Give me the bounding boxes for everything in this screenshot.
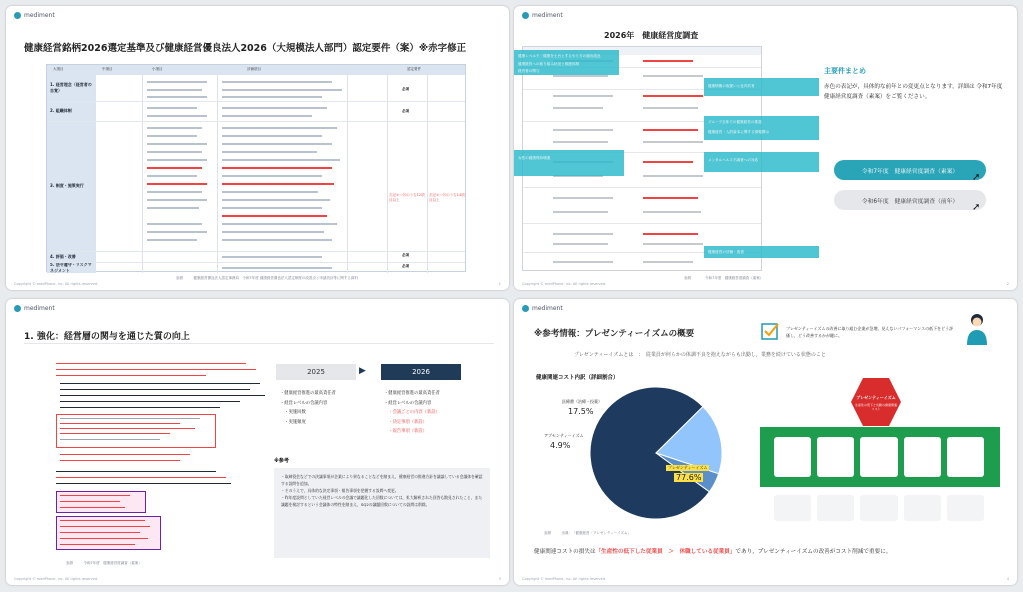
year-2025-label: 2025 (276, 364, 356, 380)
slide-thumbnail-2[interactable] (514, 6, 1017, 290)
requirement-note: 左記①～⑯のうち14項目以上 (429, 193, 465, 202)
group-cell: 4. 評価・改善 (47, 251, 95, 262)
brand-logo-mark (14, 12, 21, 19)
list-item: ・実施頻度 (280, 419, 306, 425)
group-cell: 2. 組織体制 (47, 101, 95, 121)
must-label: 必須 (402, 264, 409, 268)
conclusion-text (534, 547, 891, 555)
slice-label: アブセンティーイズム (544, 433, 584, 438)
page-number: 4 (1006, 577, 1009, 581)
slide-title: 健康経営銘柄2026選定基準及び健康経営優良法人2026（大規模法人部門）認定要件（案）※赤字修正 (24, 43, 467, 54)
pointer-icon: ➚ (972, 202, 981, 213)
must-label: 必須 (402, 87, 409, 91)
summary-heading: 主要件まとめ (824, 67, 866, 75)
reference-note (274, 457, 490, 557)
source-note: 参照 健康経営優良法人認定事務局 令和7年度 健康経営優良法人認定制度の改善点と申請設計等に関する資料 (176, 276, 358, 280)
slice-label: プレゼンティーイズム (668, 465, 708, 470)
copyright: Copyright © medPhone, inc. All rights reserved. (14, 577, 99, 581)
conclusion-suffix: であり，プレゼンティーイズムの改善がコスト削減で重要に。 (735, 549, 892, 555)
list-item: ・決定事項（新設） (384, 419, 427, 425)
band-label: 健康経営への取り組み状況と推進体制 (518, 62, 580, 66)
band-label: 経営者の関与 (518, 69, 540, 73)
slide-title: 1. 強化：経営層の関与を通じた質の向上 (24, 332, 190, 342)
band-label: 健康レベルで「健康を土台とするやり方の創出改良 (518, 54, 601, 58)
slide-title: ※参考情報：プレゼンティーイズムの概要 (534, 329, 695, 339)
brand-name: mediment (24, 12, 55, 19)
source-note: 参照 令和7年度 健康経営度調査（素案） (684, 276, 764, 280)
list-item: ・健康経営推進の最高責任者 (384, 391, 440, 396)
hexagon-label: プレゼンティーイズム (856, 395, 896, 400)
requirements-table (46, 64, 466, 272)
reference-item: ・昨年度設問としていた経営レベルの会議で議題化した回数については，拡大解釈された回答も散見されたこと，また議題を検討するという会議体の特性を踏まえ，SQ2の議題回数についての設問は削除。 (281, 495, 483, 507)
reference-box (274, 468, 490, 558)
page-number: 3 (498, 577, 501, 581)
group-cell: 1. 経営理念（経営者の自覚） (47, 75, 95, 101)
source-note: 参照 出典：「健康経営・プレゼンティーイズム」 (544, 531, 632, 535)
brand-name: mediment (532, 305, 563, 312)
table-header (47, 65, 465, 75)
band-label: 女性の健康保持増進 (518, 156, 551, 160)
band-label: 健康経営の評価・改善 (708, 250, 744, 254)
conclusion-prefix: 健康関連コストの損失は (534, 549, 596, 555)
band-label: 健康経営・人的資本に関する情報開示 (708, 130, 770, 134)
reference-item: ・そのうえで，具体的な決定事項・報告事項を把握する設問へ変更。 (281, 488, 399, 493)
page-number: 2 (1006, 282, 1009, 286)
list-2025 (280, 389, 336, 427)
presenteeism-definition: プレゼンティーイズムとは ： 従業員が何らかの体調不良を抱えながらも出勤し，業務を続けている状態のこと (574, 352, 826, 358)
table-header-cell: 評価項目 (247, 67, 261, 71)
summary-text: 赤色の表記が，具体的な前年との変更点となります。詳細は 令和7年度 健康経営度調査（素案）をご覧ください。 (824, 84, 1003, 100)
copyright: Copyright © medPhone, inc. All rights reserved. (522, 282, 607, 286)
brand-logo-mark (14, 305, 21, 312)
band-label: メンタルヘルス不調者への対応 (708, 158, 759, 162)
brand-logo-mark (522, 305, 529, 312)
hexagon-sublabel: 生産性の低下と出勤の健康関連コスト (854, 403, 897, 411)
brand-logo (14, 12, 55, 19)
table-header-cell: 小項目 (152, 67, 163, 71)
must-label: 必須 (402, 253, 409, 257)
list-item: ・報告事項（新設） (384, 429, 427, 434)
page-number: 1 (498, 282, 501, 286)
brand-logo-mark (522, 12, 529, 19)
pointer-icon: ➚ (972, 172, 981, 183)
arrow-right-icon: ▶ (359, 366, 366, 376)
chart-title: 健康関連コスト内訳（詳細割合） (536, 375, 619, 381)
source-note: 参照 令和7年度 健康経営度調査（素案） (66, 561, 142, 565)
presenteeism-hexagon (850, 377, 902, 427)
reference-heading: ※参考 (274, 458, 289, 464)
current-survey-button[interactable]: 令和7年度 健康経営度調査（素案） (834, 160, 986, 180)
brand-logo (522, 12, 563, 19)
copyright: Copyright © medPhone, inc. All rights reserved. (522, 577, 607, 581)
group-cell: 5. 法令遵守・リスクマネジメント (47, 262, 95, 273)
list-item: ・健康経営推進の最高責任者 (280, 391, 336, 396)
brand-name: mediment (532, 12, 563, 19)
factor-row (774, 495, 984, 521)
must-label: 必須 (402, 109, 409, 113)
copyright: Copyright © medPhone, inc. All rights reserved. (14, 282, 99, 286)
factor-row (774, 437, 984, 477)
reference-item: ・取締役会などでの決議事項が企業により異なることなどを踏まえ，健康経営の推進方針を議論している会議体を確認する設問を追加。 (281, 474, 483, 486)
callout-text: プレゼンティーイズムの改善に取り組む企業が急増。見えないパフォーマンスの低下をどう評価し，どう改善するかが鍵に。 (786, 326, 954, 338)
previous-survey-button[interactable]: 令和6年度 健康経営度調査（前年） (834, 190, 986, 210)
survey-excerpt (46, 359, 266, 559)
cost-donut-chart (586, 383, 726, 523)
list-item: ・経営レベルの会議内容 (384, 400, 432, 406)
band-label: 健康情報の取扱いと社内共有 (708, 84, 755, 88)
year-2026-label: 2026 (381, 364, 461, 380)
conclusion-highlight: 「生産性の低下した従業員 ＞ 休職している従業員」 (595, 549, 736, 555)
table-header-cell: 認定要件 (407, 67, 421, 71)
requirement-note: 左記①～⑯のうち12項目以上 (389, 193, 425, 202)
slide-thumbnail-4[interactable] (514, 299, 1017, 585)
table-header-cell: 中項目 (102, 67, 113, 71)
band-label: グループ全体での健康経営の推進 (708, 120, 762, 124)
slide-thumbnail-1[interactable] (6, 6, 509, 290)
slice-value: 17.5% (568, 407, 594, 416)
brand-logo (522, 305, 563, 312)
presenter-illustration (962, 311, 992, 345)
slide-title: 2026年 健康経営度調査 (604, 31, 699, 40)
slice-value: 77.6% (676, 473, 702, 482)
slice-value: 4.9% (550, 441, 571, 450)
group-cell: 3. 制度・施策実行 (47, 121, 95, 251)
slice-label: 医療費（治療・投薬） (562, 399, 602, 404)
list-2026 (384, 389, 440, 437)
table-header-cell: 大項目 (53, 67, 64, 71)
list-item: ・実施回数 (280, 410, 306, 415)
slide-thumbnail-3[interactable] (6, 299, 509, 585)
brand-name: mediment (24, 305, 55, 312)
list-item: ・会議ごとの内容（新設） (384, 410, 440, 415)
list-item: ・経営レベルの会議内容 (280, 400, 328, 406)
brand-logo (14, 305, 55, 312)
checklist-icon (760, 321, 780, 341)
highlight-band (514, 150, 624, 176)
